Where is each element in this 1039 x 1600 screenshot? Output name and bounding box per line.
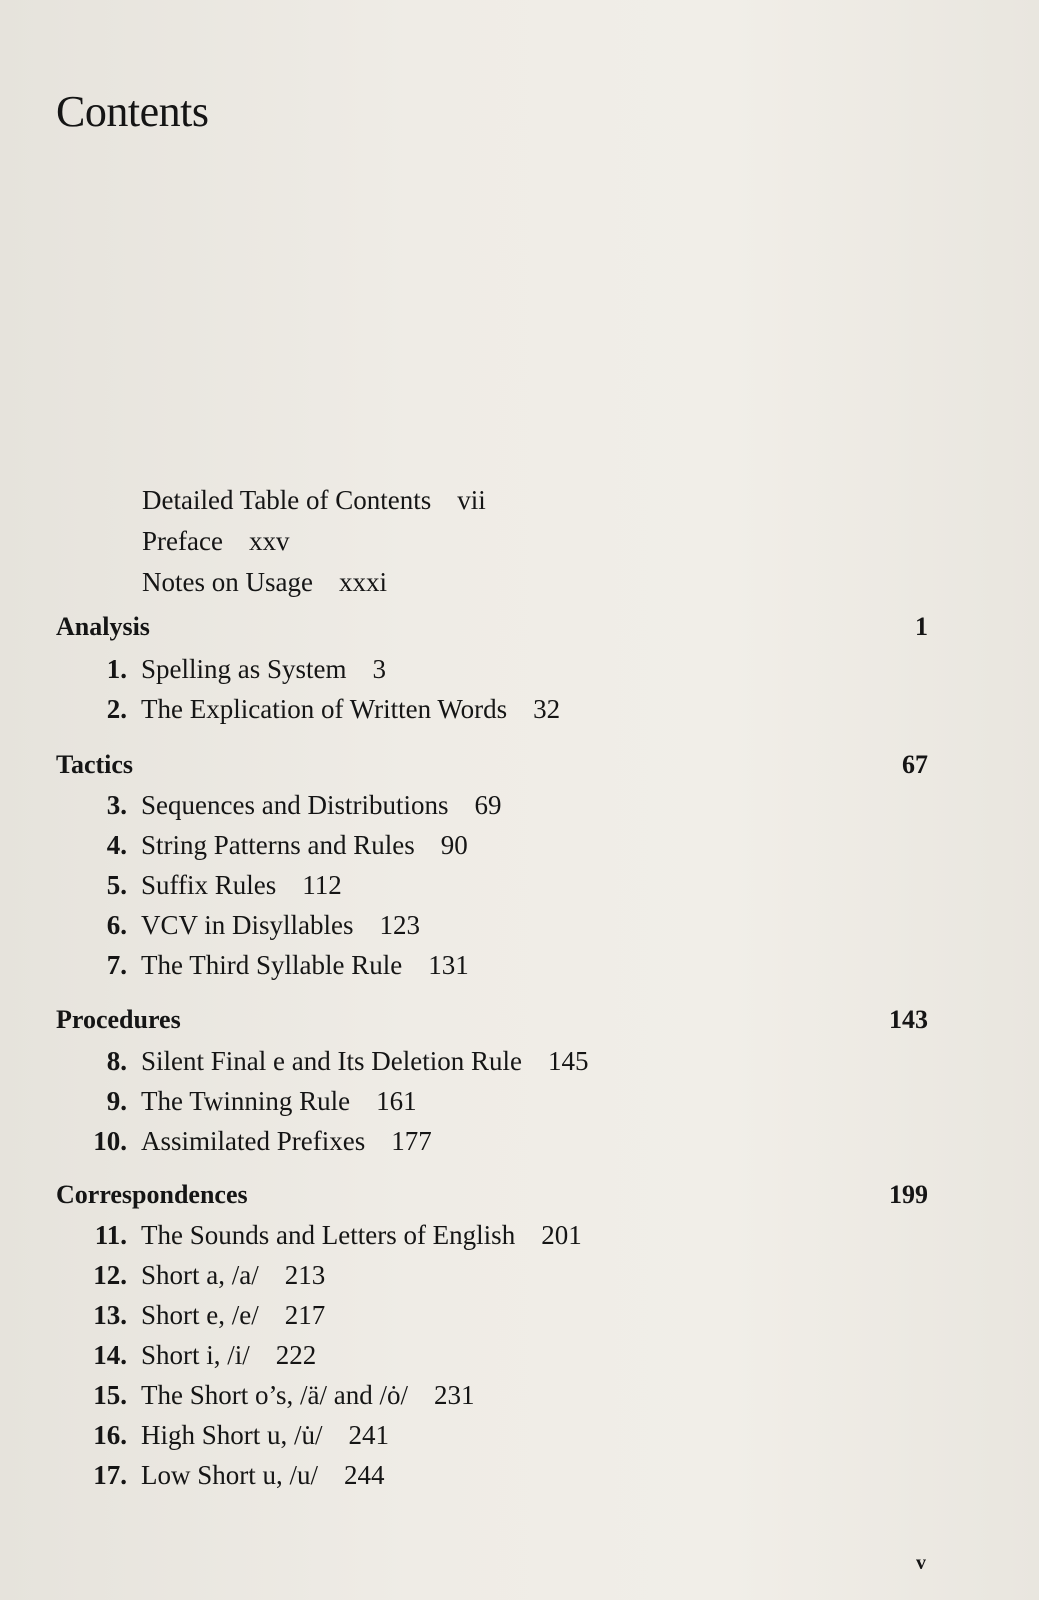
chapter-title: Short i, /i/ xyxy=(141,1340,250,1370)
chapter-page: 241 xyxy=(348,1420,390,1450)
chapter-page: 90 xyxy=(440,830,468,860)
chapter-title: Short e, /e/ xyxy=(141,1300,259,1330)
chapter-page: 177 xyxy=(391,1126,432,1156)
chapter-title: Suffix Rules xyxy=(141,870,277,900)
part-page: 1 xyxy=(915,612,928,641)
chapter-title: The Twinning Rule xyxy=(141,1086,351,1116)
chapter-entry xyxy=(0,790,1000,821)
chapter-number: 10. xyxy=(93,1126,127,1156)
chapter-number: 5. xyxy=(106,870,127,900)
chapter-page: 123 xyxy=(379,910,421,940)
chapter-page: 131 xyxy=(428,950,469,980)
chapter-title: The Short o’s, /ä/ and /ȯ/ xyxy=(141,1380,408,1410)
chapter-page: 32 xyxy=(533,694,561,724)
chapter-page: 217 xyxy=(284,1300,326,1330)
entry-label: Notes on Usage xyxy=(142,567,313,597)
chapter-title: Assimilated Prefixes xyxy=(141,1126,366,1156)
chapter-title: Sequences and Distributions xyxy=(141,790,449,820)
chapter-page: 3 xyxy=(372,654,387,684)
front-matter-item xyxy=(142,480,486,521)
chapter-page: 231 xyxy=(433,1380,475,1410)
chapter-title: The Sounds and Letters of English xyxy=(141,1220,516,1250)
part-name: Procedures xyxy=(56,1005,181,1034)
chapter-entry xyxy=(0,1300,1000,1331)
folio-page-number: v xyxy=(916,1552,926,1574)
chapter-entry xyxy=(0,1126,1000,1157)
chapter-title: Spelling as System xyxy=(141,654,347,684)
chapter-page: 213 xyxy=(284,1260,326,1290)
chapter-number: 8. xyxy=(106,1046,127,1076)
page-title: Contents xyxy=(56,87,209,136)
chapter-number: 12. xyxy=(93,1260,127,1290)
chapter-entry xyxy=(0,830,1000,861)
chapter-entry xyxy=(0,654,1000,685)
chapter-number: 11. xyxy=(94,1220,127,1250)
chapter-number: 17. xyxy=(93,1460,127,1490)
front-matter-item xyxy=(142,562,486,603)
chapter-number: 16. xyxy=(93,1420,127,1450)
part-name: Tactics xyxy=(56,750,134,779)
chapter-entry xyxy=(0,1340,1000,1371)
chapter-number: 2. xyxy=(106,694,127,724)
chapter-entry xyxy=(0,694,1000,725)
chapter-title: Short a, /a/ xyxy=(141,1260,259,1290)
chapter-entry xyxy=(0,1380,1000,1411)
chapter-entry xyxy=(0,870,1000,901)
chapter-entry xyxy=(0,1046,1000,1077)
part-page: 143 xyxy=(889,1005,928,1034)
chapter-number: 14. xyxy=(93,1340,127,1370)
chapter-number: 3. xyxy=(106,790,127,820)
chapter-page: 201 xyxy=(541,1220,582,1250)
part-name: Correspondences xyxy=(56,1180,248,1209)
chapter-title: String Patterns and Rules xyxy=(141,830,415,860)
chapter-title: The Explication of Written Words xyxy=(141,694,508,724)
entry-page: xxv xyxy=(248,526,290,556)
chapter-entry xyxy=(0,1260,1000,1291)
chapter-number: 1. xyxy=(106,654,127,684)
chapter-title: The Third Syllable Rule xyxy=(141,950,403,980)
chapter-page: 161 xyxy=(376,1086,417,1116)
entry-label: Detailed Table of Contents xyxy=(142,485,432,515)
chapter-title: High Short u, /u̇/ xyxy=(141,1420,323,1450)
part-heading xyxy=(56,612,930,642)
part-page: 199 xyxy=(889,1180,928,1209)
chapter-page: 112 xyxy=(302,870,342,900)
chapter-entry xyxy=(0,1460,1000,1491)
chapter-entry xyxy=(0,1086,1000,1117)
part-name: Analysis xyxy=(56,612,150,641)
chapter-entry xyxy=(0,950,1000,981)
front-matter-list xyxy=(142,480,486,603)
entry-label: Preface xyxy=(142,526,223,556)
chapter-number: 13. xyxy=(93,1300,127,1330)
part-heading xyxy=(56,1180,930,1210)
chapter-page: 69 xyxy=(474,790,502,820)
front-matter-item xyxy=(142,521,486,562)
part-heading xyxy=(56,1005,930,1035)
chapter-page: 145 xyxy=(547,1046,589,1076)
part-page: 67 xyxy=(902,750,928,779)
chapter-number: 7. xyxy=(106,950,127,980)
entry-page: xxxi xyxy=(338,567,387,597)
chapter-entry xyxy=(0,910,1000,941)
chapter-title: VCV in Disyllables xyxy=(141,910,354,940)
chapter-entry xyxy=(0,1420,1000,1451)
entry-page: vii xyxy=(457,485,486,515)
chapter-title: Low Short u, /u/ xyxy=(141,1460,319,1490)
chapter-page: 244 xyxy=(344,1460,385,1490)
chapter-number: 9. xyxy=(106,1086,127,1116)
chapter-number: 15. xyxy=(93,1380,127,1410)
chapter-entry xyxy=(0,1220,1000,1251)
part-heading xyxy=(56,750,930,780)
chapter-number: 4. xyxy=(106,830,127,860)
chapter-title: Silent Final e and Its Deletion Rule xyxy=(141,1046,522,1076)
chapter-number: 6. xyxy=(106,910,127,940)
chapter-page: 222 xyxy=(275,1340,317,1370)
